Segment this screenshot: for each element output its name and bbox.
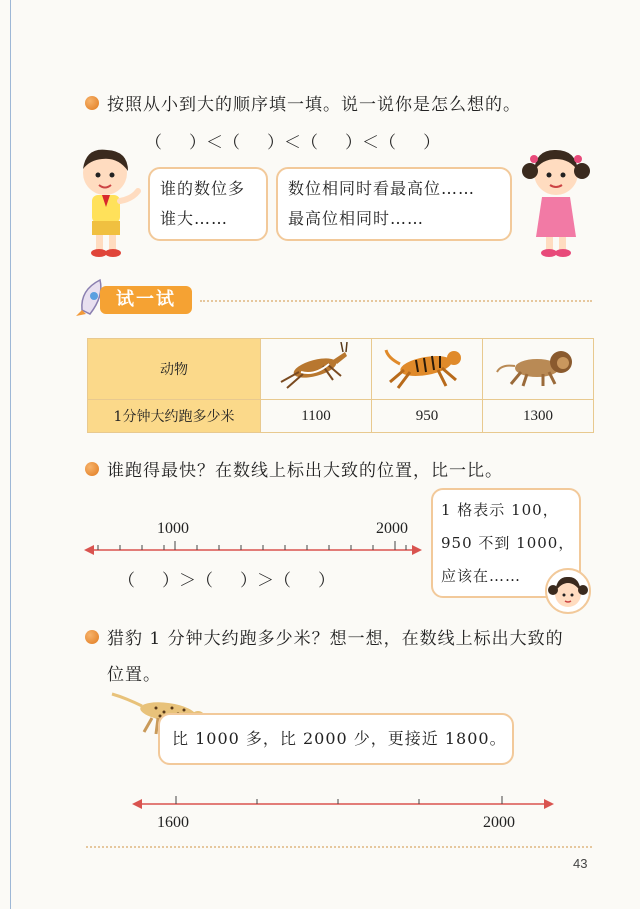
q1-inequality-blanks[interactable]: （ ）＜（ ）＜（ ）＜（ ） xyxy=(145,133,441,153)
girl-bubble-line-2: 最高位相同时…… xyxy=(288,209,425,228)
girl-illustration xyxy=(520,145,592,260)
section-title-badge xyxy=(100,286,192,314)
tiger-icon xyxy=(382,342,472,392)
bottom-divider xyxy=(86,846,592,848)
hint-line-2: 950 不到 1000， xyxy=(441,534,575,552)
table-value-antelope: 1100 xyxy=(261,400,372,433)
page-margin-line xyxy=(10,0,11,909)
q3-axis-label-2000: 2000 xyxy=(483,814,515,831)
girl-avatar-icon xyxy=(545,568,591,614)
girl-speech-bubble xyxy=(276,167,512,241)
question-3-text-line-1: 猎豹 1 分钟大约跑多少米？想一想，在数线上标出大致的 xyxy=(107,629,564,649)
boy-bubble-line-2: 谁大…… xyxy=(160,209,229,228)
question-1-text: 按照从小到大的顺序填一填。说一说你是怎么想的。 xyxy=(107,95,521,115)
animal-speed-table xyxy=(87,338,594,433)
lion-icon xyxy=(493,342,583,392)
section-divider xyxy=(200,300,592,302)
bullet-icon xyxy=(85,630,99,644)
table-cell-antelope xyxy=(261,339,372,400)
table-value-tiger: 950 xyxy=(372,400,483,433)
table-header-label: 动物 xyxy=(160,362,188,378)
bullet-icon xyxy=(85,462,99,476)
hint-line-1: 1 格表示 100， xyxy=(441,501,559,519)
section-title: 试一试 xyxy=(116,289,176,310)
hint-line-3: 应该在…… xyxy=(441,567,522,585)
q2-inequality-blanks[interactable]: （ ）＞（ ）＞（ ） xyxy=(118,571,336,591)
table-value-lion: 1300 xyxy=(483,400,594,433)
q3-speech-bubble xyxy=(158,713,514,765)
antelope-icon xyxy=(271,342,361,392)
boy-speech-bubble xyxy=(148,167,268,241)
page-number: 43 xyxy=(573,856,588,871)
bullet-icon xyxy=(85,96,99,110)
table-header-animal xyxy=(88,339,261,400)
boy-illustration xyxy=(72,145,142,260)
q3-axis-label-1600: 1600 xyxy=(157,814,189,831)
q2-number-line[interactable] xyxy=(84,538,424,562)
table-row-label: 1分钟大约跑多少米 xyxy=(88,400,261,433)
boy-bubble-line-1: 谁的数位多 xyxy=(160,179,246,198)
question-2-text: 谁跑得最快？在数线上标出大致的位置，比一比。 xyxy=(107,461,503,481)
q3-bubble-text: 比 1000 多，比 2000 少，更接近 1800。 xyxy=(172,729,507,748)
q2-axis-label-2000: 2000 xyxy=(376,520,408,537)
table-cell-tiger xyxy=(372,339,483,400)
q2-axis-label-1000: 1000 xyxy=(157,520,189,537)
question-3-text-line-2: 位置。 xyxy=(107,665,161,685)
girl-bubble-line-1: 数位相同时看最高位…… xyxy=(288,179,476,198)
table-cell-lion xyxy=(483,339,594,400)
q3-number-line[interactable] xyxy=(132,792,556,816)
